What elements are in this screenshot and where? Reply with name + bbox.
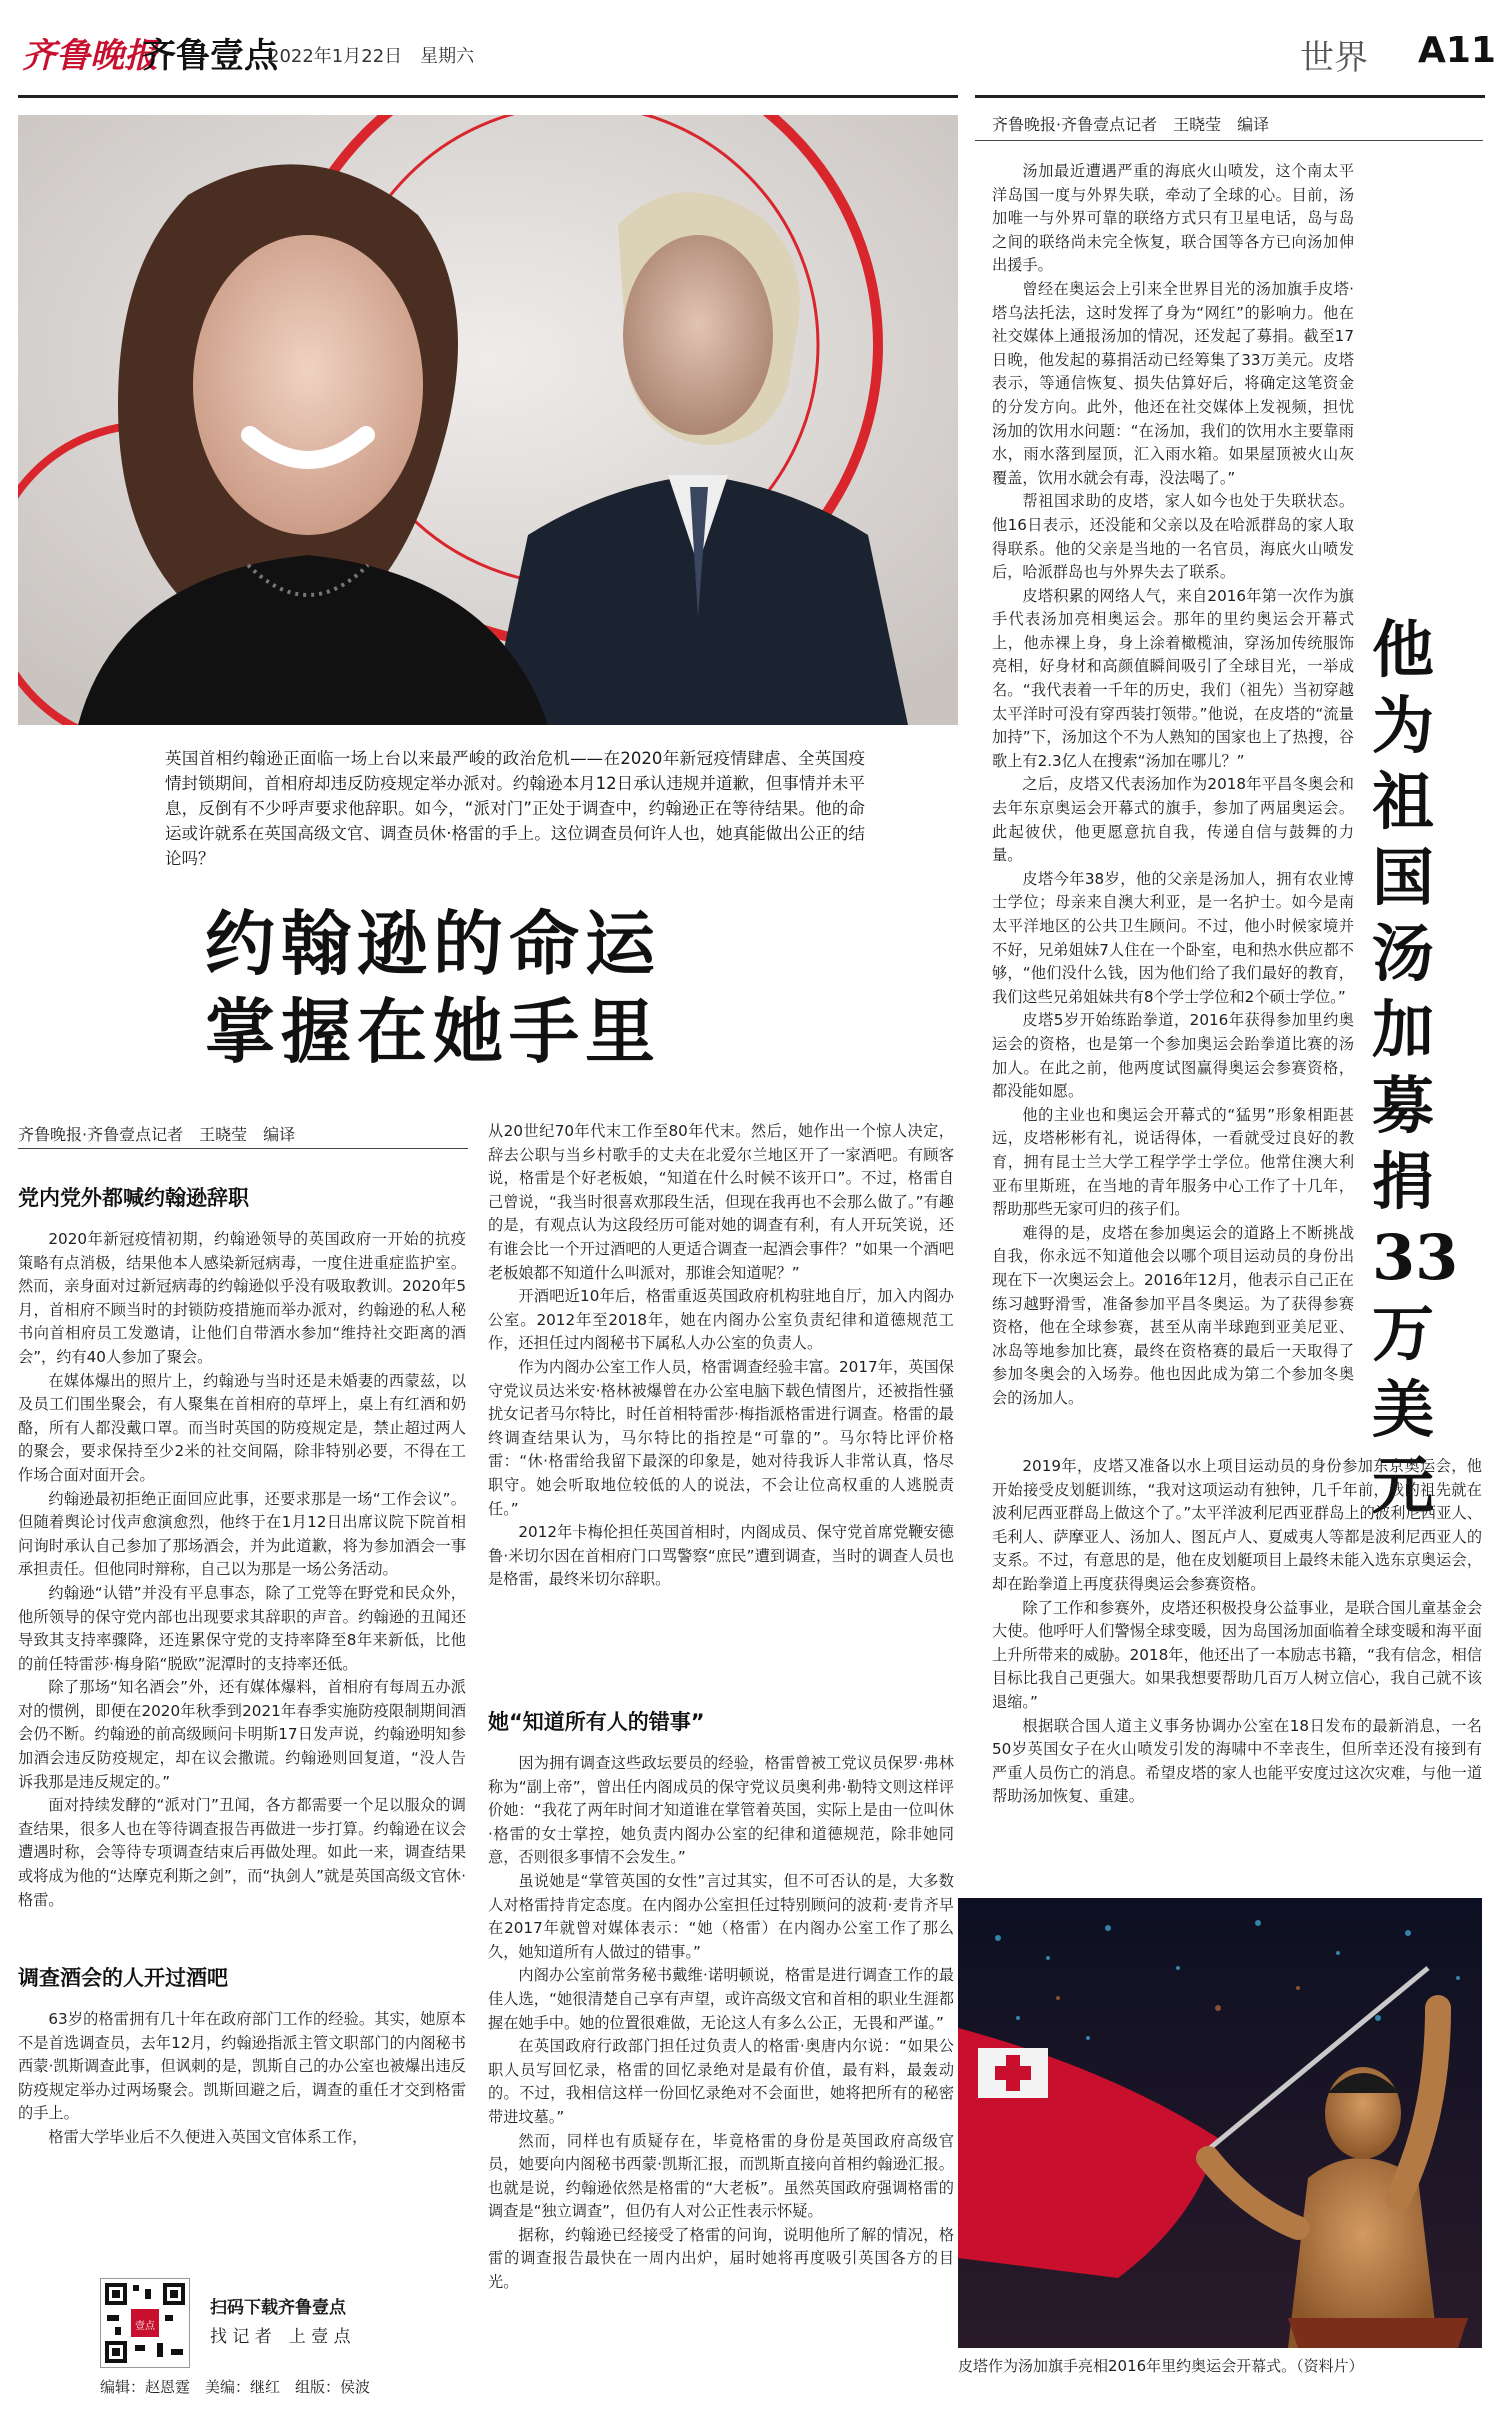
col1-para: 约翰逊“认错”并没有平息事态，除了工党等在野党和民众外，他所领导的保守党内部也出现要求其辞职的声音。约翰逊的丑闻还导致其支持率骤降，还连累保守党的支持率降至8年来新低，比他的前任特雷莎·梅身陷“脱欧”泥潭时的支持率还低。 [18, 1583, 466, 1673]
col1-para: 面对持续发酵的“派对门”丑闻，各方都需要一个足以服众的调查结果，很多人也在等待调查报告再做进一步打算。约翰逊在议会遭遇时称，会等待专项调查结束后再做处理。如此一来，调查结果或将成为他的“达摩克利斯之剑”，而“执剑人”就是英国高级文官休·格雷。 [18, 1796, 466, 1909]
col1-para: 2020年新冠疫情初期，约翰逊领导的英国政府一开始的抗疫策略有点消极，结果他本人感染新冠病毒，一度住进重症监护室。然而，亲身面对过新冠病毒的约翰逊似乎没有吸取教训。2020年5月，首相府不顾当时的封锁防疫措施而举办派对，约翰逊的私人秘书向首相府员工发邀请，让他们自带酒水参加“维持社交距离的酒会”，约有40人参加了聚会。 [18, 1230, 466, 1366]
byline-rule [18, 1148, 468, 1149]
side-para: 皮塔今年38岁，他的父亲是汤加人，拥有农业博士学位；母亲来自澳大利亚，是一名护士。如今是南太平洋地区的公共卫生顾问。不过，他小时候家境并不好，兄弟姐妹7人住在一个卧室，电和热水供应都不够，“他们没什么钱，因为他们给了我们最好的教育，我们这些兄弟姐妹共有8个学士学位和2个硕士学位。” [992, 869, 1354, 1006]
col2-para: 2012年卡梅伦担任英国首相时，内阁成员、保守党首席党鞭安德鲁·米切尔因在首相府门口骂警察“庶民”遭到调查，当时的调查人员也是格雷，最终米切尔辞职。 [488, 1523, 954, 1589]
headline-line-2: 掌握在她手里 [205, 990, 661, 1073]
header-rule [18, 95, 958, 98]
side-para: 皮塔5岁开始练跆拳道，2016年获得参加里约奥运会的资格，也是第一个参加奥运会跆拳道比赛的汤加人。在此之前，他两度试图赢得奥运会参赛资格，都没能如愿。 [992, 1011, 1354, 1101]
side-story-byline: 齐鲁晚报·齐鲁壹点记者 王晓莹 编译 [992, 115, 1270, 134]
page-number: A11 [1418, 30, 1496, 71]
side-para: 根据联合国人道主义事务协调办公室在18日发布的最新消息，一名50岁英国女子在火山喷发引发的海啸中不幸丧生，但所幸还没有接到有严重人员伤亡的消息。希望皮塔的家人也能平安度过这次灾难，与他一道帮助汤加恢复、重建。 [992, 1716, 1482, 1806]
qr-code[interactable] [100, 2278, 190, 2368]
col2b-para: 虽说她是“掌管英国的女性”言过其实，但不可否认的是，大多数人对格雷持肯定态度。在内阁办公室担任过特别顾问的波莉·麦肯齐早在2017年就曾对媒体表示：“她（格雷）在内阁办公室工作了那么久，她知道所有人做过的错事。” [488, 1871, 954, 1961]
main-photo [18, 115, 958, 725]
qr-label: 壹点 [135, 2321, 155, 2332]
subhead-investigator-bar: 调查酒会的人开过酒吧 [18, 1966, 228, 1990]
col2-para: 开酒吧近10年后，格雷重返英国政府机构驻地自厅，加入内阁办公室。2012年至2018年，她在内阁办公室负责纪律和道德规范工作，还担任过内阁秘书下属私人办公室的负责人。 [488, 1287, 954, 1353]
main-story-headline [205, 900, 765, 1076]
col2b-para: 然而，同样也有质疑存在，毕竟格雷的身份是英国政府高级官员，她要向内阁秘书西蒙·凯斯汇报，而凯斯直接向首相约翰逊汇报。也就是说，约翰逊依然是格雷的“大老板”。虽然英国政府强调格雷的调查是“独立调查”，但仍有人对公正性表示怀疑。 [488, 2131, 954, 2221]
side-byline-rule [975, 140, 1483, 141]
col1-para: 在媒体爆出的照片上，约翰逊与当时还是未婚妻的西蒙兹，以及员工们围坐聚会，有人聚集在首相府的草坪上，桌上有红酒和奶酪，所有人都没戴口罩。而当时英国的防疫规定是，禁止超过两人的聚会，要求保持至少2米的社交间隔，除非特别必要，不得在工作场合面对面开会。 [18, 1371, 466, 1484]
col1b-para: 格雷大学毕业后不久便进入英国文官体系工作， [48, 2127, 368, 2146]
col2b-para: 因为拥有调查这些政坛要员的经验，格雷曾被工党议员保罗·弗林称为“副上帝”，曾出任内阁成员的保守党议员奥利弗·勒特文则这样评价她：“我花了两年时间才知道谁在掌管着英国，实际上是由一位叫休·格雷的女士掌控，她负责内阁办公室的纪律和道德规范，除非她同意，否则很多事情不会发生。” [488, 1754, 954, 1867]
side-para: 皮塔积累的网络人气，来自2016年第一次作为旗手代表汤加亮相奥运会。那年的里约奥运会开幕式上，他赤裸上身，身上涂着橄榄油，穿汤加传统服饰亮相，好身材和高颜值瞬间吸引了全球目光，一举成名。“我代表着一千年的历史，我们（祖先）当初穿越太平洋时可没有穿西装打领带。”他说，在皮塔的“流量加持”下，汤加这个不为人熟知的国家也上了热搜，谷歌上有2.3亿人在搜索“汤加在哪儿？” [992, 586, 1354, 770]
find-reporter-text: 找 记 者 上 壹 点 [210, 2327, 351, 2347]
photo-caption: 皮塔作为汤加旗手亮相2016年里约奥运会开幕式。（资料片） [958, 2357, 1364, 2375]
side-story-headline: 他为祖国汤加募捐33万美元 [1372, 613, 1459, 1522]
issue-date: 2022年1月22日 星期六 [268, 46, 475, 67]
qilu-yidian-logo: 齐鲁壹点 [142, 36, 278, 76]
col2b-para: 内阁办公室前常务秘书戴维·诺明顿说，格雷是进行调查工作的最佳人选，“她很清楚自己享有声望，或许高级文官和首相的职业生涯都握在她手中。她的位置很难做，无论这人有多么公正，无畏和严谨。” [488, 1966, 954, 2032]
side-para: 汤加最近遭遇严重的海底火山喷发，这个南太平洋岛国一度与外界失联，牵动了全球的心。目前，汤加唯一与外界可靠的联络方式只有卫星电话，岛与岛之间的联络尚未完全恢复，联合国等各方已向汤加伸出援手。 [992, 162, 1354, 275]
side-para: 曾经在奥运会上引来全世界目光的汤加旗手皮塔·塔乌法托法，这时发挥了身为“网红”的影响力。他在社交媒体上通报汤加的情况，还发起了募捐。截至17日晚，他发起的募捐活动已经筹集了33万美元。皮塔表示，等通信恢复、损失估算好后，将确定这笔资金的分发方向。此外，他还在社交媒体上发视频，担忧汤加的饮用水问题：“在汤加，我们的饮用水主要靠雨水，雨水落到屋顶，汇入雨水箱。如果屋顶被火山灰覆盖，饮用水就会有毒，没法喝了。” [992, 279, 1354, 487]
main-story-byline: 齐鲁晚报·齐鲁壹点记者 王晓莹 编译 [18, 1125, 296, 1144]
main-col2-text [488, 1120, 954, 1592]
col2-para: 作为内阁办公室工作人员，格雷调查经验丰富。2017年，英国保守党议员达米安·格林被爆曾在办公室电脑下载色情图片，还被指性骚扰女记者马尔特比，时任首相特雷莎·梅指派格雷进行调查。格雷的最终调查结果认为，马尔特比的指控是“可靠的”。马尔特比评价格雷：“休·格雷给我留下最深的印象是，她对待我诉人非常认真，恪尽职守。她会听取地位较低的人的说法，不会让位高权重的人逃脱责任。” [488, 1357, 954, 1518]
side-col-text-top [992, 160, 1354, 1410]
subhead-knows-mistakes: 她“知道所有人的错事” [488, 1710, 705, 1734]
side-para: 之后，皮塔又代表汤加作为2018年平昌冬奥会和去年东京奥运会开幕式的旗手，参加了两届奥运会。此起彼伏，他更愿意抗自我，传递自信与鼓舞的力量。 [992, 775, 1354, 865]
main-story-lede: 英国首相约翰逊正面临一场上台以来最严峻的政治危机——在2020年新冠疫情肆虐、全英国疫情封锁期间，首相府却违反防疫规定举办派对。约翰逊本月12日承认违规并道歉，但事情并未平息，反倒有不少呼声要求他辞职。如今，“派对门”正处于调查中，约翰逊正在等待结果。他的命运或许就系在英国高级文官、调查员休·格雷的手上。这位调查员何许人也，她真能做出公正的结论吗？ [165, 749, 865, 868]
subhead-party-calls: 党内党外都喊约翰逊辞职 [18, 1186, 249, 1210]
main-col2b-text [488, 1752, 954, 2295]
editor-credits: 编辑：赵恩霆 美编：继红 组版：侯波 [100, 2378, 371, 2396]
col2b-para: 据称，约翰逊已经接受了格雷的问询，说明他所了解的情况，格雷的调查报告最快在一周内出炉，届时她将再度吸引英国各方的目光。 [488, 2225, 954, 2292]
side-para: 帮祖国求助的皮塔，家人如今也处于失联状态。他16日表示，还没能和父亲以及在哈派群岛的家人取得联系。他的父亲是当地的一名官员，海底火山喷发后，哈派群岛也与外界失去了联系。 [992, 492, 1354, 582]
col2b-para: 在英国政府行政部门担任过负责人的格雷·奥唐内尔说：“如果公职人员写回忆录，格雷的回忆录绝对是最有价值，最有料，最轰动的。不过，我相信这样一份回忆录绝对不会面世，她将把所有的秘密带进坟墓。” [488, 2037, 954, 2126]
flag-bearer-photo [958, 1898, 1482, 2348]
col1-para: 约翰逊最初拒绝正面回应此事，还要求那是一场“工作会议”。但随着舆论讨伐声愈演愈烈，他终于在1月12日出席议院下院首相问询时承认自己参加了那场酒会，并为此道歉，将为参加酒会一事承担责任。但他同时辩称，自己以为那是一场公务活动。 [18, 1489, 466, 1579]
scan-download-text: 扫码下载齐鲁壹点 [210, 2298, 346, 2318]
section-name: 世界 [1300, 38, 1368, 78]
page-header [0, 0, 1500, 110]
col2-para: 从20世纪70年代末工作至80年代末。然后，她作出一个惊人决定，辞去公职与当乡村歌手的丈夫在北爱尔兰地区开了一家酒吧。有顾客说，格雷是个好老板娘，“知道在什么时候不该开口”。不过，格雷自己曾说，“我当时很喜欢那段生活，但现在我再也不会那么做了。”有趣的是，有观点认为这段经历可能对她的调查有利，有人开玩笑说，还有谁会比一个开过酒吧的人更适合调查一起酒会事件？”如果一个酒吧老板娘都不知道什么叫派对，那谁会知道呢？” [488, 1122, 954, 1282]
side-col-text-bottom [992, 1455, 1482, 1809]
main-col1-text [18, 1228, 466, 1912]
side-para: 难得的是，皮塔在参加奥运会的道路上不断挑战自我，你永远不知道他会以哪个项目运动员的身份出现在下一次奥运会上。2016年12月，他表示自己正在练习越野滑雪，准备参加平昌冬奥运。为了获得参赛资格，他在全球参赛，甚至从南半球跑到亚美尼亚、冰岛等地参加比赛，最终在资格赛的最后一天取得了参加冬奥会的入场券。他也因此成为第二个参加冬奥会的汤加人。 [992, 1223, 1354, 1407]
side-para: 除了工作和参赛外，皮塔还积极投身公益事业，是联合国儿童基金会大使。他呼吁人们警惕全球变暖，因为岛国汤加面临着全球变暖和海平面上升所带来的威胁。2018年，他还出了一本励志书籍，“我有信念，相信目标比我自己更强大。如果我想要帮助几百万人树立信心，我自己就不该退缩。” [992, 1598, 1482, 1711]
main-col1b-text [18, 2008, 466, 2150]
side-para: 他的主业也和奥运会开幕式的“猛男”形象相距甚远，皮塔彬彬有礼，说话得体，一看就受过良好的教育，拥有昆士兰大学工程学学士学位。他常住澳大利亚布里斯班，在当地的青年服务中心工作了十几年，帮助那些无家可归的孩子们。 [992, 1105, 1354, 1219]
header-rule-right [975, 95, 1485, 98]
qilu-evening-logo: 齐鲁晚报 [22, 36, 158, 76]
headline-line-1: 约翰逊的命运 [205, 902, 661, 985]
side-para: 2019年，皮塔又准备以水上项目运动员的身份参加东京奥运会，他开始接受皮划艇训练，“我对这项运动有独钟，几千年前，我的祖先就在波利尼西亚群岛上做这个了。”太平洋波利尼西亚群岛上的波利尼西亚人、毛利人、萨摩亚人、汤加人、图瓦卢人、夏威夷人等都是波利尼西亚人的支系。不过，有意思的是，他在皮划艇项目上最终未能入选东京奥运会，却在跆拳道上再度获得奥运会参赛资格。 [992, 1457, 1482, 1593]
col1-para: 除了那场“知名酒会”外，还有媒体爆料，首相府有每周五办派对的惯例，即便在2020年秋季到2021年春季实施防疫限制期间酒会仍不断。约翰逊的前高级顾问卡明斯17日发声说，约翰逊明知参加酒会违反防疫规定，却在议会撒谎。约翰逊则回复道，“没人告诉我那是违反规定的。” [18, 1678, 466, 1791]
col1b-para: 63岁的格雷拥有几十年在政府部门工作的经验。其实，她原本不是首选调查员，去年12月，约翰逊指派主管文职部门的内阁秘书西蒙·凯斯调查此事，但讽刺的是，凯斯自己的办公室也被爆出违反防疫规定举办过两场聚会。凯斯回避之后，调查的重任才交到格雷的手上。 [18, 2010, 466, 2123]
